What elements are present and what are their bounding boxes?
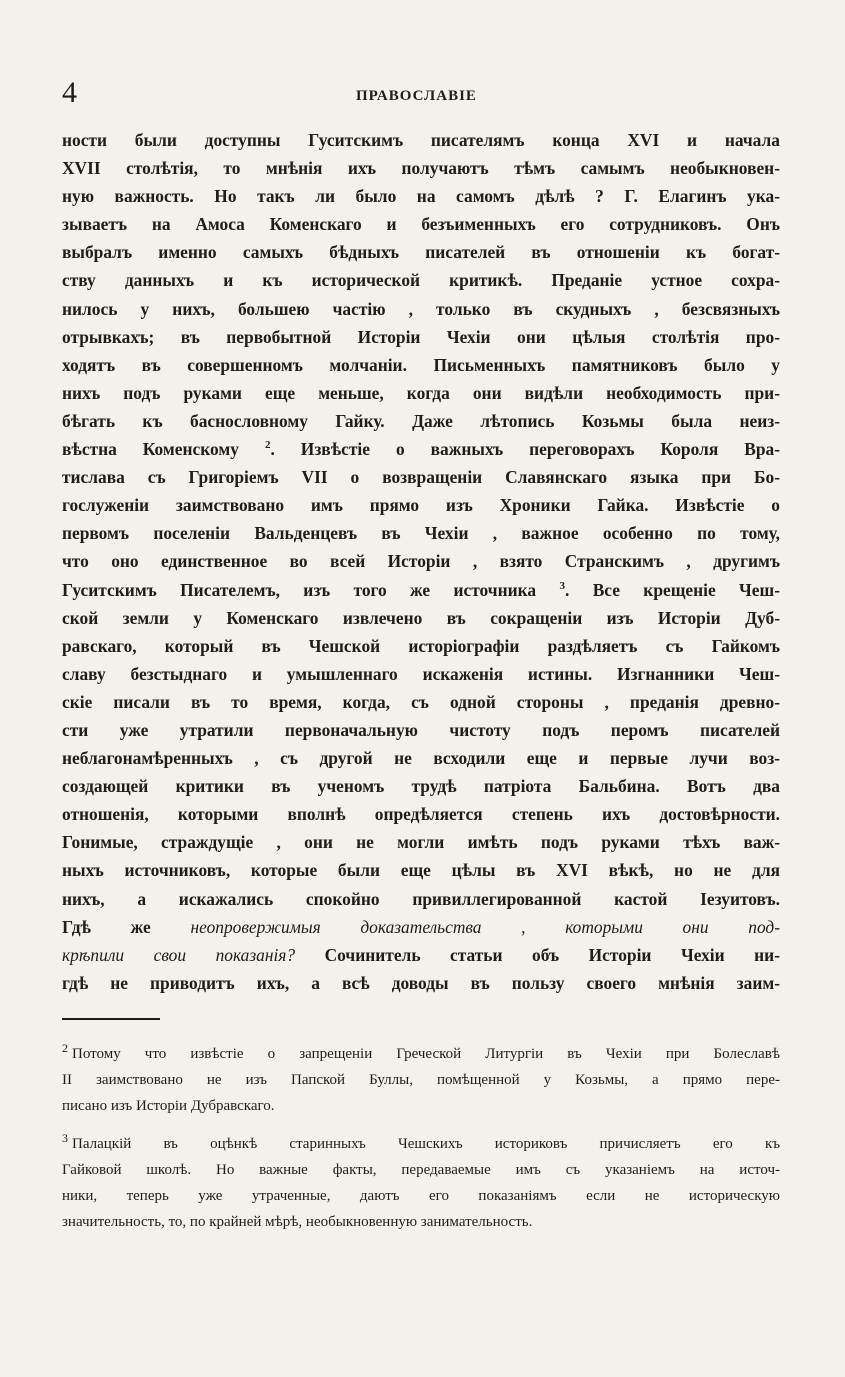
text-line: выбралъ именно самыхъ бѣдныхъ писателей въ отношеніи къ богат- <box>62 242 780 263</box>
footnote-line: Гайковой школѣ. Но важные факты, передаваемые имъ съ указаніемъ на источ- <box>62 1162 780 1178</box>
text-fragment: Потому что извѣстіе о запрещеніи Греческой Литургіи въ Чехіи при Болеславѣ <box>72 1046 780 1062</box>
text-line <box>62 941 780 969</box>
text-fragment: Сочинитель статьи объ Исторіи Чехіи ни- <box>324 944 780 965</box>
footnote-divider <box>62 1018 160 1020</box>
footnotes <box>62 1041 780 1247</box>
footnote-line: писано изъ Исторіи Дубравскаго. <box>62 1098 275 1114</box>
text-line: ской земли у Коменскаго извлечено въ сокращеніи изъ Исторіи Дуб- <box>62 607 780 628</box>
footnote-reference: 2 <box>264 439 271 452</box>
text-line <box>62 576 780 604</box>
text-line: сти уже утратили первоначальную чистоту подъ перомъ писателей <box>62 719 780 740</box>
footnote-line <box>62 1041 780 1067</box>
text-line: создающей критики въ ученомъ трудѣ патріота Бальбина. Вотъ два <box>62 776 780 797</box>
text-line: отношенія, которыми вполнѣ опредѣляется степень ихъ достовѣрности. <box>62 804 780 825</box>
text-line: неблагонамѣренныхъ , съ другой не всходили еще и первые лучи воз- <box>62 748 780 769</box>
text-line: бѣгать къ баснословному Гайку. Даже лѣтопись Козьмы была неиз- <box>62 410 780 431</box>
text-line: первомъ поселеніи Вальденцевъ въ Чехіи , важное особенно по тому, <box>62 523 780 544</box>
text-line: тислава съ Григоріемъ VII о возвращеніи Славянскаго языка при Бо- <box>62 467 780 488</box>
text-fragment: Палацкій въ оцѣнкѣ старинныхъ Чешскихъ историковъ причисляетъ его къ <box>72 1136 780 1152</box>
text-fragment: . Извѣстіе о важныхъ переговорахъ Короля Вра- <box>270 439 780 460</box>
footnote <box>62 1041 780 1119</box>
page-number: 4 <box>62 76 77 109</box>
text-line: нихъ подъ руками еще меньше, когда они видѣли необходимость при- <box>62 382 780 403</box>
footnote <box>62 1131 780 1235</box>
footnote-line: значительность, то, по крайней мѣрѣ, необыкновенную занимательность. <box>62 1214 533 1230</box>
text-line: гослуженіи заимствовано имъ прямо изъ Хроники Гайка. Извѣстіе о <box>62 495 780 516</box>
text-line: отрывкахъ; въ первобытной Исторіи Чехіи они цѣлыя столѣтія про- <box>62 326 780 347</box>
text-line: ныхъ источниковъ, которые были еще цѣлы въ XVI вѣкѣ, но не для <box>62 860 780 881</box>
italic-text: неопровержимыя доказательства , которыми они под- <box>190 916 780 937</box>
text-line: нихъ, а искажались спокойно привиллегированной кастой Іезуитовъ. <box>62 888 780 909</box>
text-fragment: вѣстна Коменскому <box>62 439 239 460</box>
text-fragment: . Все крещеніе Чеш- <box>564 579 780 600</box>
text-fragment: Гдѣ же <box>62 916 151 937</box>
text-line: равскаго, который въ Чешской исторіографіи раздѣляетъ съ Гайкомъ <box>62 635 780 656</box>
running-head: ПРАВОСЛАВІЕ <box>356 88 477 104</box>
text-line: гдѣ не приводитъ ихъ, а всѣ доводы въ пользу своего мнѣнія заим- <box>62 972 780 993</box>
footnote-line: ники, теперь уже утраченные, даютъ его показаніямъ если не историческую <box>62 1188 780 1204</box>
main-text <box>62 126 780 997</box>
text-line: скіе писали въ то время, когда, съ одной стороны , преданія древно- <box>62 691 780 712</box>
italic-text: крѣпили свои показанія? <box>62 944 296 965</box>
text-line <box>62 435 780 463</box>
text-line: ству данныхъ и къ исторической критикѣ. Преданіе устное сохра- <box>62 270 780 291</box>
text-line: что оно единственное во всей Исторіи , взято Странскимъ , другимъ <box>62 551 780 572</box>
text-fragment: Гуситскимъ Писателемъ, изъ того же источника <box>62 579 537 600</box>
text-line: славу безстыднаго и умышленнаго искаженія истины. Изгнанники Чеш- <box>62 663 780 684</box>
footnote-line <box>62 1131 780 1157</box>
text-line <box>62 913 780 941</box>
text-line: ходятъ въ совершенномъ молчаніи. Письменныхъ памятниковъ было у <box>62 354 780 375</box>
text-line: ности были доступны Гуситскимъ писателямъ конца XVI и начала <box>62 130 780 150</box>
text-line: зываетъ на Амоса Коменскаго и безъименныхъ его сотрудниковъ. Онъ <box>62 214 780 235</box>
text-line: ную важность. Но такъ ли было на самомъ дѣлѣ ? Г. Елагинъ ука- <box>62 186 780 207</box>
text-line: XVII столѣтія, то мнѣнія ихъ получаютъ тѣмъ самымъ необыкновен- <box>62 158 780 179</box>
footnote-reference: 3 <box>559 579 565 592</box>
footnote-mark: 3 <box>62 1131 68 1145</box>
text-line: нилось у нихъ, большею частію , только въ скудныхъ , безсвязныхъ <box>62 298 780 319</box>
text-line: Гонимые, страждущіе , они не могли имѣть подъ руками тѣхъ важ- <box>62 832 780 853</box>
footnote-line: II заимствовано не изъ Папской Буллы, помѣщенной у Козьмы, а прямо пере- <box>62 1072 780 1088</box>
footnote-mark: 2 <box>62 1041 68 1055</box>
